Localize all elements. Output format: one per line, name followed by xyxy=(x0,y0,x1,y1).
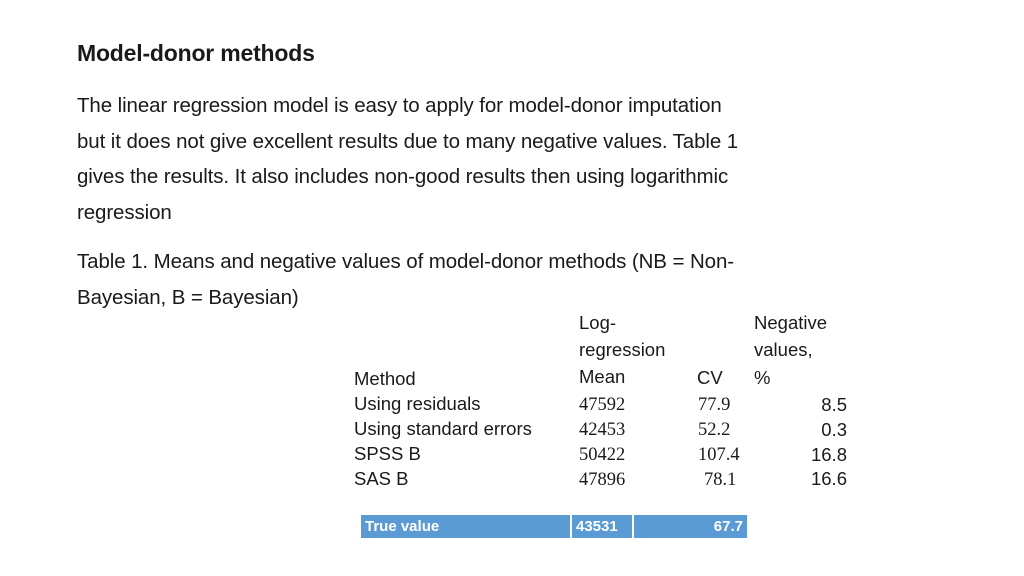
table-row-cv: 107.4 xyxy=(698,445,740,465)
table-row-negative: 0.3 xyxy=(821,419,847,440)
header-negative-line2: values, xyxy=(754,339,813,360)
table-row-method: SAS B xyxy=(354,468,409,489)
paragraph-line: regression xyxy=(77,200,172,224)
table-row-method: Using standard errors xyxy=(354,418,532,439)
paragraph-line: The linear regression model is easy to apply for model-donor imputation xyxy=(77,94,722,117)
table-row-method: SPSS B xyxy=(354,443,421,464)
true-value-mean: 43531 xyxy=(572,515,632,538)
paragraph-line: gives the results. It also includes non-good results then using logarithmic xyxy=(77,165,729,188)
page-title: Model-donor methods xyxy=(77,40,315,66)
true-value-label: True value xyxy=(361,515,570,538)
table-row-mean: 42453 xyxy=(579,420,626,440)
true-value-row xyxy=(361,515,747,538)
table-row-mean: 47592 xyxy=(579,395,626,415)
table-row-negative: 16.8 xyxy=(810,444,847,465)
intro-paragraph xyxy=(77,88,867,230)
table-row-cv: 52.2 xyxy=(698,420,731,440)
header-negative-line1: Negative xyxy=(754,312,828,333)
table-row-cv: 77.9 xyxy=(698,395,731,415)
header-group-line2: regression xyxy=(579,339,666,360)
column-header-cv: CV xyxy=(697,367,723,388)
table-row-mean: 50422 xyxy=(579,445,626,465)
true-value-cv: 67.7 xyxy=(634,515,747,538)
table-row-negative: 8.5 xyxy=(821,394,847,415)
table-row-cv: 78.1 xyxy=(704,470,737,490)
column-header-percent: % xyxy=(754,367,771,388)
column-header-method: Method xyxy=(354,368,416,389)
caption-line: Bayesian, B = Bayesian) xyxy=(77,285,299,309)
column-header-mean: Mean xyxy=(579,366,626,387)
caption-line: Table 1. Means and negative values of model-donor methods (NB = Non- xyxy=(77,250,734,273)
table-caption xyxy=(77,244,867,315)
paragraph-line: but it does not give excellent results due to many negative values. Table 1 xyxy=(77,129,739,153)
table-row-negative: 16.6 xyxy=(810,468,847,489)
header-group-line1: Log- xyxy=(579,312,617,333)
table-row-method: Using residuals xyxy=(354,393,481,414)
table-row-mean: 47896 xyxy=(579,470,626,490)
